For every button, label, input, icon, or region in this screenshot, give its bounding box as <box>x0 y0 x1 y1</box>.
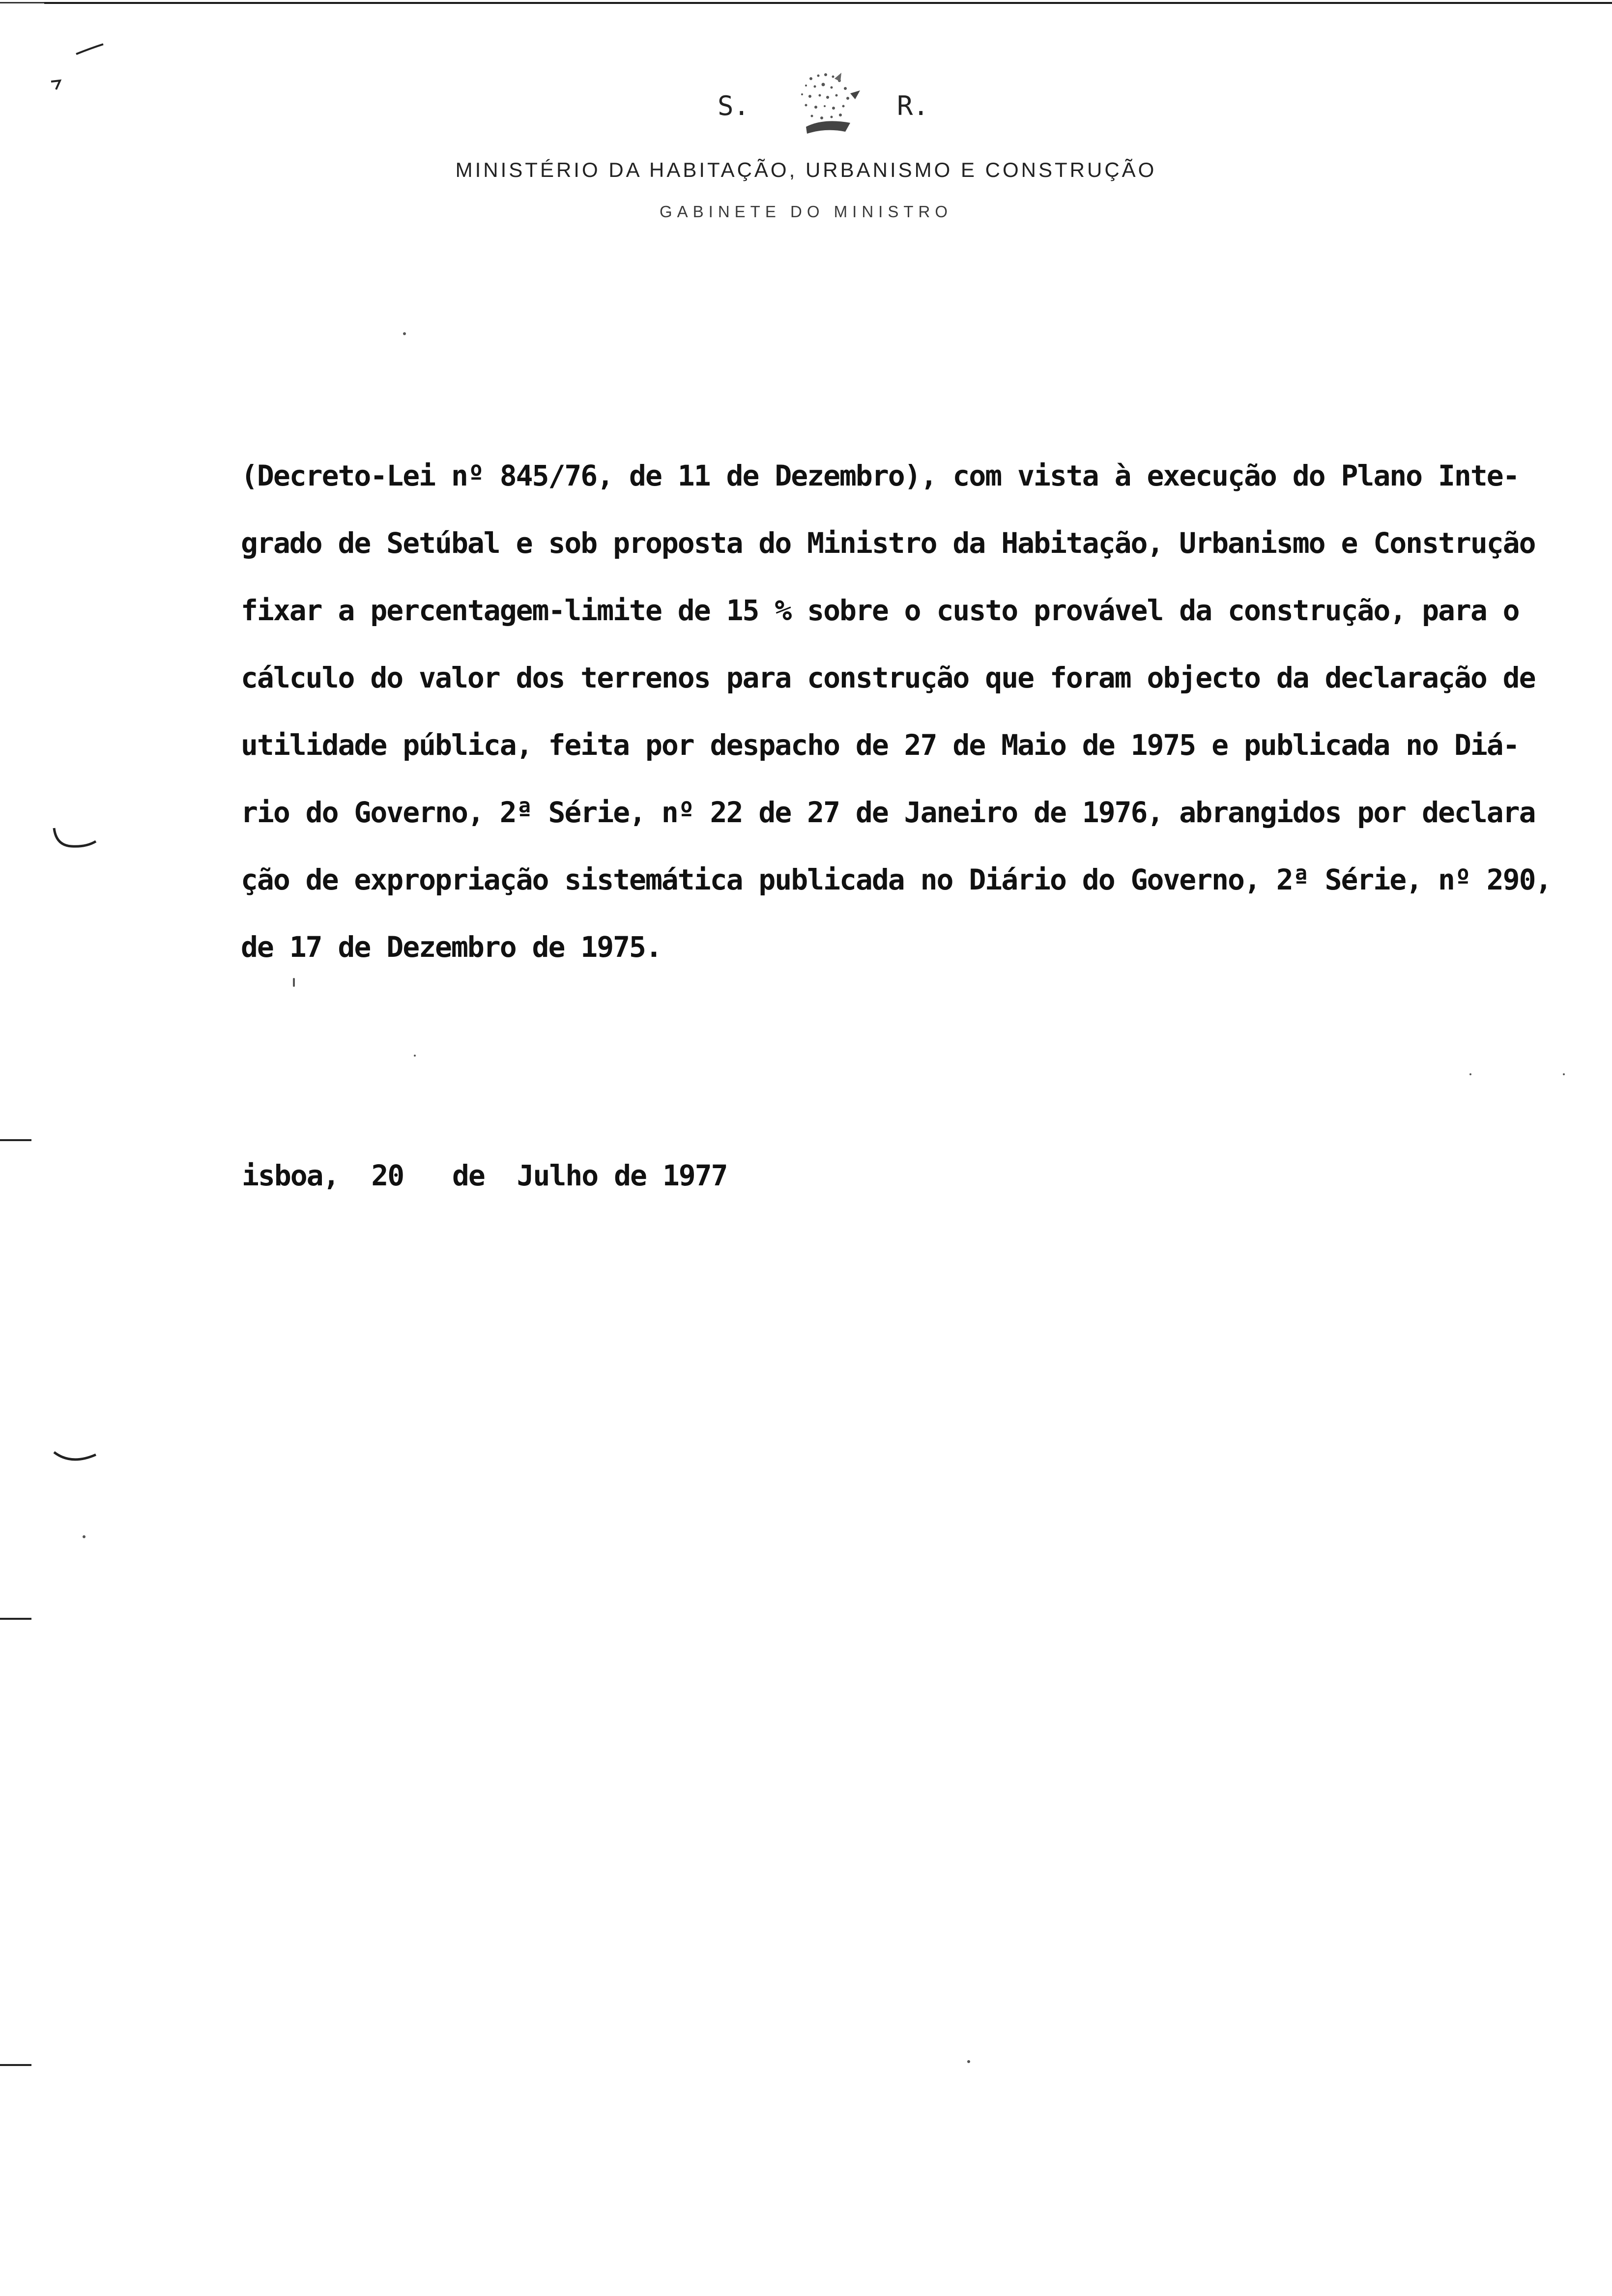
body-line: fixar a percentagem-limite de 15 % sobre o custo provável da construção, para o <box>241 594 1519 627</box>
body-line: utilidade pública, feita por despacho de 27 de Maio de 1975 e publicada no Diá- <box>241 728 1519 762</box>
scan-mark <box>74 39 108 59</box>
margin-mark <box>0 2064 31 2066</box>
scan-mark <box>49 79 64 93</box>
punch-hole-mark <box>49 826 103 855</box>
body-line: cálculo do valor dos terrenos para construção que foram objecto da declaração de <box>241 661 1535 694</box>
letterhead-seal <box>718 69 929 143</box>
scan-speck <box>1469 1073 1471 1075</box>
coat-of-arms-icon <box>777 69 870 143</box>
ministry-heading: MINISTÉRIO DA HABITAÇÃO, URBANISMO E CONSTRUÇÃO <box>455 158 1157 181</box>
date-line: isboa, 20 de Julho de 1977 <box>242 1159 727 1192</box>
margin-mark <box>0 1618 31 1620</box>
scan-speck <box>1563 1073 1565 1075</box>
cabinet-subheading: GABINETE DO MINISTRO <box>659 202 953 221</box>
scan-speck <box>403 332 406 335</box>
top-rule <box>44 2 1612 4</box>
scan-speck <box>967 2060 970 2063</box>
scan-speck <box>414 1055 416 1057</box>
scan-speck <box>293 978 295 987</box>
seal-left-letter: S. <box>718 90 750 121</box>
margin-mark <box>0 1139 31 1141</box>
punch-hole-mark <box>49 1445 103 1474</box>
body-line: ção de expropriação sistemática publicada no Diário do Governo, 2ª Série, nº 290, <box>241 863 1552 896</box>
scan-speck <box>83 1535 86 1538</box>
body-line: (Decreto-Lei nº 845/76, de 11 de Dezembro), com vista à execução do Plano Inte- <box>241 459 1519 492</box>
body-line: de 17 de Dezembro de 1975. <box>241 930 662 964</box>
body-line: grado de Setúbal e sob proposta do Ministro da Habitação, Urbanismo e Construção <box>241 526 1535 560</box>
body-line: rio do Governo, 2ª Série, nº 22 de 27 de Janeiro de 1976, abrangidos por declara <box>241 796 1535 829</box>
seal-right-letter: R. <box>896 90 929 121</box>
decree-body <box>241 442 1607 981</box>
